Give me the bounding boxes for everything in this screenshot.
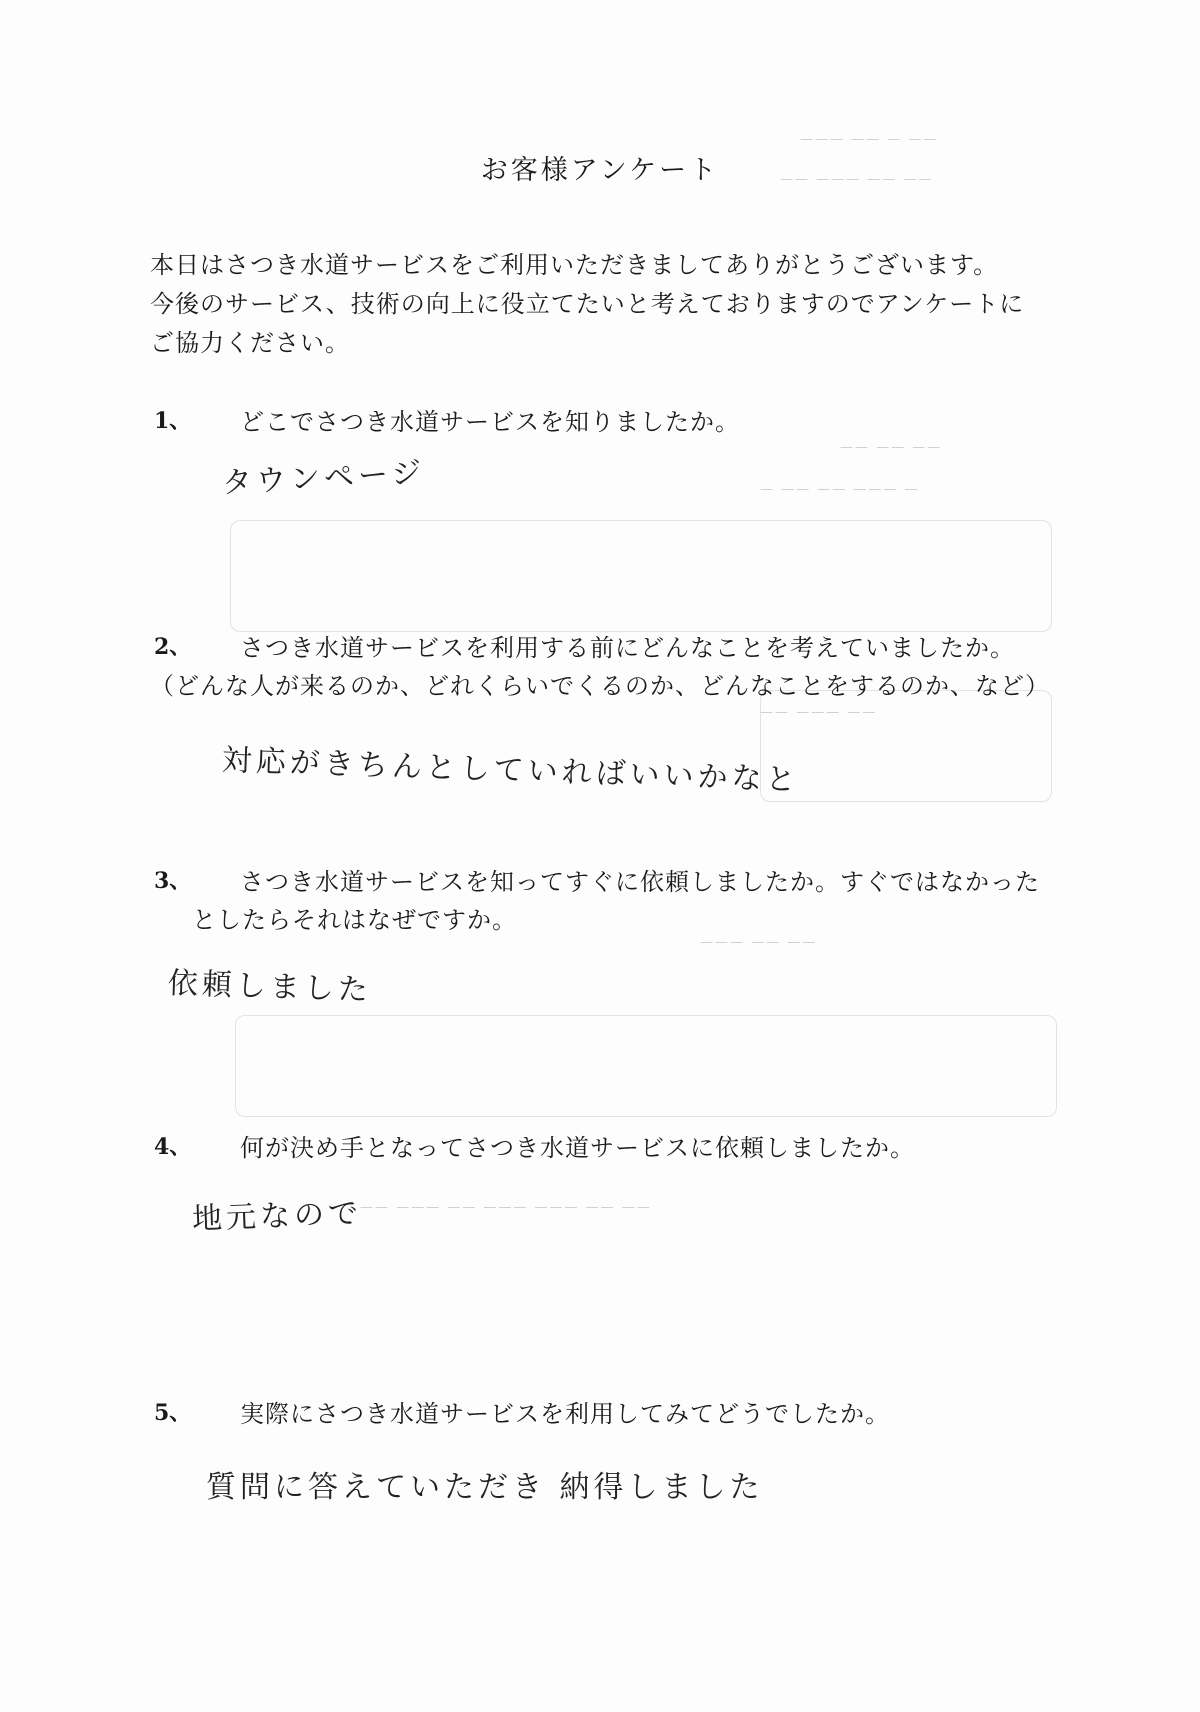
question-text: 何が決め手となってさつき水道サービスに依頼しましたか。 <box>240 1134 915 1162</box>
question-note: （どんな人が来るのか、どれくらいでくるのか、どんなことをするのか、など） <box>150 672 1050 700</box>
bleed-through-text: —— ——— —— <box>760 705 878 720</box>
bleed-through-text: —— —— —— <box>840 440 943 455</box>
handwritten-answer: 依頼しました <box>167 966 373 1009</box>
bleed-through-text: — —— —— ——— — <box>760 482 920 497</box>
bleed-through-text: ——— —— — —— <box>800 132 939 147</box>
handwritten-answer: 質問に答えていただき 納得しました <box>206 1470 764 1505</box>
handwritten-answer: 地元なので <box>191 1196 363 1237</box>
handwritten-answer: 対応がきちんとしていればいいかなと <box>221 743 801 799</box>
intro-line: 今後のサービス、技術の向上に役立てたいと考えておりますのでアンケートに <box>150 290 1025 318</box>
intro-line: ご協力ください。 <box>150 329 350 357</box>
question-text: 実際にさつき水道サービスを利用してみてどうでしたか。 <box>240 1400 890 1428</box>
question-text-continued: としたらそれはなぜですか。 <box>192 906 517 934</box>
question-number: 4、 <box>154 1134 192 1160</box>
question-number: 3、 <box>154 868 192 894</box>
handwritten-answer: タウンページ <box>221 455 427 501</box>
bleed-through-text: —— ——— —— —— <box>780 172 934 187</box>
intro-paragraph <box>150 246 1070 363</box>
question-text: さつき水道サービスを利用する前にどんなことを考えていましたか。 <box>240 634 1015 662</box>
page-title: お客様アンケート <box>480 155 720 186</box>
bleed-through-box <box>230 520 1052 632</box>
bleed-through-text: ——— —— —— <box>700 935 818 950</box>
question-number: 2、 <box>154 634 192 660</box>
question-number: 1、 <box>154 408 192 434</box>
question-text: さつき水道サービスを知ってすぐに依頼しましたか。すぐではなかった <box>240 868 1040 896</box>
intro-line: 本日はさつき水道サービスをご利用いただきましてありがとうございます。 <box>150 251 999 279</box>
question-text: どこでさつき水道サービスを知りましたか。 <box>240 408 740 436</box>
bleed-through-text: —— ——— —— ——— ——— —— —— <box>360 1200 652 1215</box>
bleed-through-box <box>235 1015 1057 1117</box>
question-number: 5、 <box>154 1400 192 1426</box>
